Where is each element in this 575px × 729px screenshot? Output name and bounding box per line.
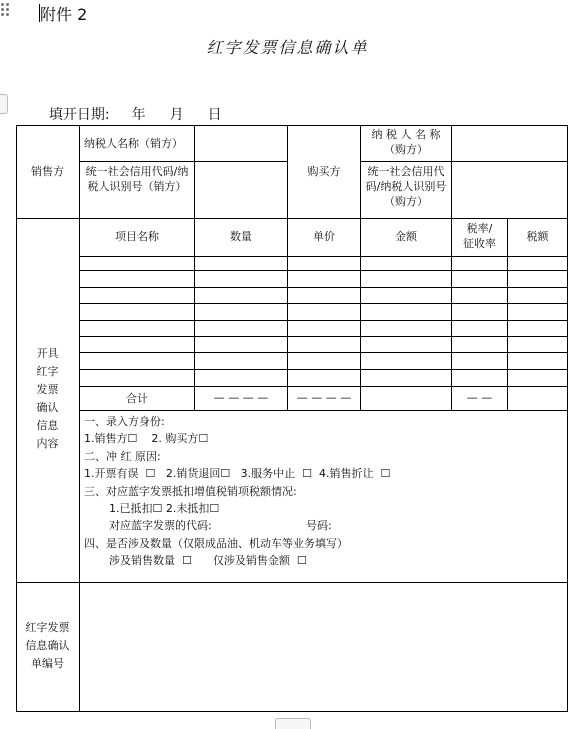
fill-date-month: 月 xyxy=(169,107,184,123)
col-header-tax-rate: 税率/ 征收率 xyxy=(463,222,496,250)
col-header-amount: 金额 xyxy=(395,230,417,243)
total-quantity-dash: — — — — xyxy=(213,391,269,404)
fill-date-label: 填开日期: xyxy=(48,107,110,123)
seller-name-label: 纳税人名称（销方） xyxy=(84,137,183,150)
seller-code-label: 统一社会信用代码/纳税人识别号（销方） xyxy=(85,165,189,193)
buyer-code-field[interactable] xyxy=(453,163,566,217)
red-invoice-number-field[interactable] xyxy=(81,584,566,710)
document-title: 红字发票信息确认单 xyxy=(206,38,369,57)
buyer-code-label: 统一社会信用代码/纳税人识别号（购方） xyxy=(365,165,447,208)
info-blue-invoice-number-label: 号码: xyxy=(306,519,332,532)
col-header-quantity: 数量 xyxy=(230,230,252,243)
buyer-name-label: 纳 税 人 名 称（购方） xyxy=(371,128,441,156)
seller-name-field[interactable] xyxy=(196,127,286,160)
total-rate-dash: — — xyxy=(466,391,493,404)
col-header-tax-amount: 税额 xyxy=(526,230,549,243)
total-label: 合计 xyxy=(126,392,148,405)
seller-section-label: 销售方 xyxy=(31,165,64,178)
items-section-label: 开具 红字 发票 确认 信息 内容 xyxy=(36,347,59,450)
fill-date-day: 日 xyxy=(207,107,222,123)
info-entry-identity-heading: 一、录入方身份: xyxy=(84,415,165,428)
total-price-dash: — — — — xyxy=(296,391,352,404)
fill-date-year: 年 xyxy=(131,107,146,123)
attachment-label: 附件 2 xyxy=(40,5,88,24)
buyer-section-label: 购买方 xyxy=(307,165,341,178)
col-header-unit-price: 单价 xyxy=(313,230,335,243)
info-quantity-options[interactable]: 涉及销售数量 ☐ 仅涉及销售金额 ☐ xyxy=(109,554,307,567)
red-invoice-number-label: 红字发票 信息确认 单编号 xyxy=(25,621,70,670)
seller-code-field[interactable] xyxy=(196,163,286,217)
info-deduction-heading: 三、对应蓝字发票抵扣增值税销项税额情况: xyxy=(84,485,297,498)
info-entry-identity-options[interactable]: 1.销售方☐ 2. 购买方☐ xyxy=(84,432,209,445)
info-quantity-heading: 四、是否涉及数量（仅限成品油、机动车等业务填写） xyxy=(84,537,348,550)
buyer-name-field[interactable] xyxy=(453,127,566,160)
col-header-item-name: 项目名称 xyxy=(115,230,159,243)
info-blue-invoice-code-label: 对应蓝字发票的代码: xyxy=(109,519,212,532)
info-reason-heading: 二、冲 红 原因: xyxy=(84,450,161,463)
info-deduction-options[interactable]: 1.已抵扣☐ 2.未抵扣☐ xyxy=(109,502,220,515)
info-reason-options[interactable]: 1.开票有误 ☐ 2.销货退回☐ 3.服务中止 ☐ 4.销售折让 ☐ xyxy=(84,467,391,480)
